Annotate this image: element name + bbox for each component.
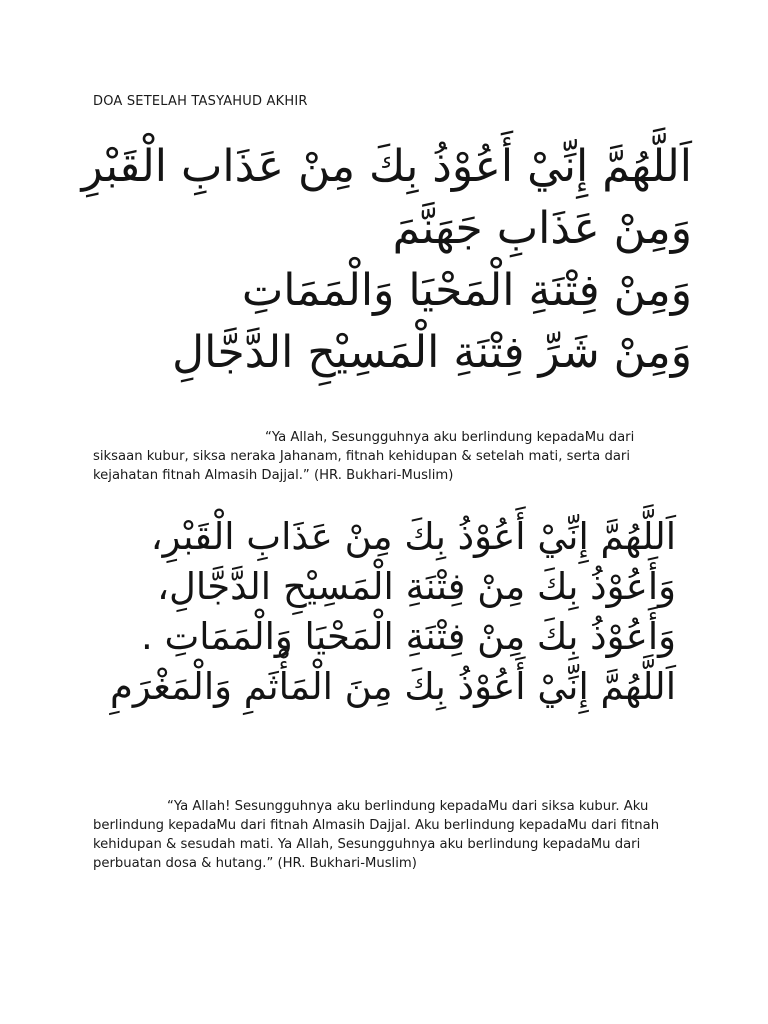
arabic-line: وَأَعُوْذُ بِكَ مِنْ فِتْنَةِ الْمَحْيَا وَالْمَمَاتِ .: [140, 615, 676, 658]
arabic-line: وَمِنْ شَرِّ فِتْنَةِ الْمَسِيْحِ الدَّجَّالِ: [172, 327, 692, 378]
translation-text: “Ya Allah, Sesungguhnya aku berlindung kepadaMu dari siksaan kubur, siksa neraka Jahanam, fitnah kehidupan & setelah mati, serta dari kejahatan fitnah Almasih Dajjal.” (HR. Bukhari-Muslim): [93, 430, 635, 483]
doa-1-arabic: [72, 136, 692, 384]
doa-2-arabic: [109, 512, 676, 712]
arabic-line: اَللَّهُمَّ إِنِّيْ أَعُوْذُ بِكَ مِنْ عَذَابِ الْقَبْرِ،: [150, 515, 676, 558]
arabic-line: اَللَّهُمَّ إِنِّيْ أَعُوْذُ بِكَ مِنْ عَذَابِ الْقَبْرِ: [81, 141, 692, 192]
arabic-line: اَللَّهُمَّ إِنِّيْ أَعُوْذُ بِكَ مِنَ الْمَأْثَمِ وَالْمَغْرَمِ: [109, 665, 676, 708]
arabic-line: وَمِنْ عَذَابِ جَهَنَّمَ: [392, 203, 692, 254]
arabic-line: وَمِنْ فِتْنَةِ الْمَحْيَا وَالْمَمَاتِ: [241, 265, 692, 316]
arabic-line: وَأَعُوْذُ بِكَ مِنْ فِتْنَةِ الْمَسِيْحِ الدَّجَّالِ،: [157, 565, 676, 608]
translation-text: “Ya Allah! Sesungguhnya aku berlindung kepadaMu dari siksa kubur. Aku berlindung kepadaMu dari fitnah Almasih Dajjal. Aku berlindung kepadaMu dari fitnah kehidupan & sesudah mati. Ya Allah, Sesungguhnya aku berlindung kepadaMu dari perbuatan dosa & hutang.” (HR. Bukhari-Muslim): [93, 799, 660, 871]
doa-2-translation: [93, 797, 683, 873]
document-title: DOA SETELAH TASYAHUD AKHIR: [93, 94, 308, 109]
doa-1-translation: [93, 428, 683, 485]
